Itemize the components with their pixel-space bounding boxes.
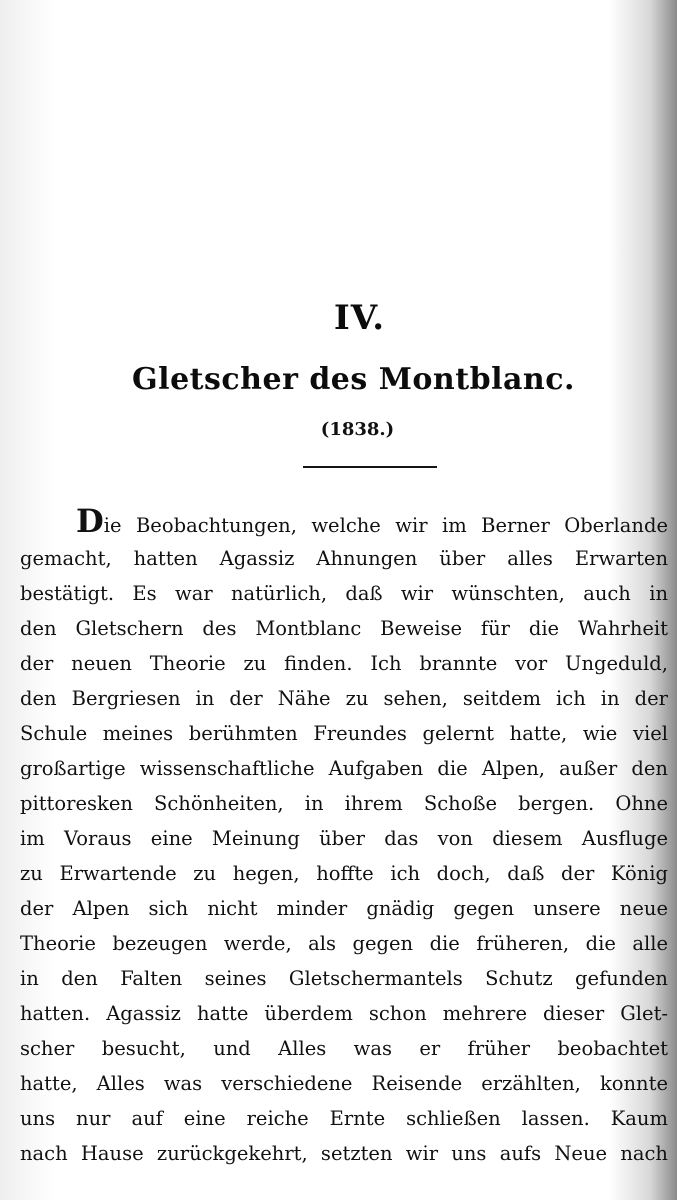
text-line: der Alpen sich nicht minder gnädig gegen unsere neue [20, 897, 668, 920]
text-line: scher besucht, und Alles was er früher beobachtet [20, 1037, 668, 1060]
text-line: Theorie bezeugen werde, als gegen die früheren, die alle [20, 932, 668, 955]
text-line: im Voraus eine Meinung über das von diesem Ausfluge [20, 827, 668, 850]
text-line: uns nur auf eine reiche Ernte schließen lassen. Kaum [20, 1107, 668, 1130]
text-line: in den Falten seines Gletschermantels Schutz gefunden [20, 967, 668, 990]
text-line: gemacht, hatten Agassiz Ahnungen über alles Erwarten [20, 547, 668, 570]
text-line-first [20, 506, 668, 541]
chapter-year: (1838.) [320, 419, 395, 440]
text-line: hatte, Alles was verschiedene Reisende erzählten, konnte [20, 1072, 668, 1095]
text-line: bestätigt. Es war natürlich, daß wir wünschten, auch in [20, 582, 668, 605]
text-line: Schule meines berühmten Freundes gelernt hatte, wie viel [20, 722, 668, 745]
chapter-number: IV. [333, 298, 386, 338]
text-line: zu Erwartende zu hegen, hoffte ich doch, daß der König [20, 862, 668, 885]
text-line: der neuen Theorie zu finden. Ich brannte vor Ungeduld, [20, 652, 668, 675]
text-line: den Bergriesen in der Nähe zu sehen, seitdem ich in der [20, 687, 668, 710]
text-line: nach Hause zurückgekehrt, setzten wir uns aufs Neue nach [20, 1142, 668, 1165]
drop-cap: D [76, 506, 104, 540]
body-text [20, 506, 668, 1171]
text-line: den Gletschern des Montblanc Beweise für die Wahrheit [20, 617, 668, 640]
title-divider [303, 466, 437, 468]
text-line: großartige wissenschaftliche Aufgaben die Alpen, außer den [20, 757, 668, 780]
text-line: pittoresken Schönheiten, in ihrem Schoße bergen. Ohne [20, 792, 668, 815]
text-line: hatten. Agassiz hatte überdem schon mehrere dieser Glet- [20, 1002, 668, 1025]
first-line-text: ie Beobachtungen, welche wir im Berner Oberlande [103, 514, 668, 537]
chapter-title: Gletscher des Montblanc. [132, 362, 575, 397]
